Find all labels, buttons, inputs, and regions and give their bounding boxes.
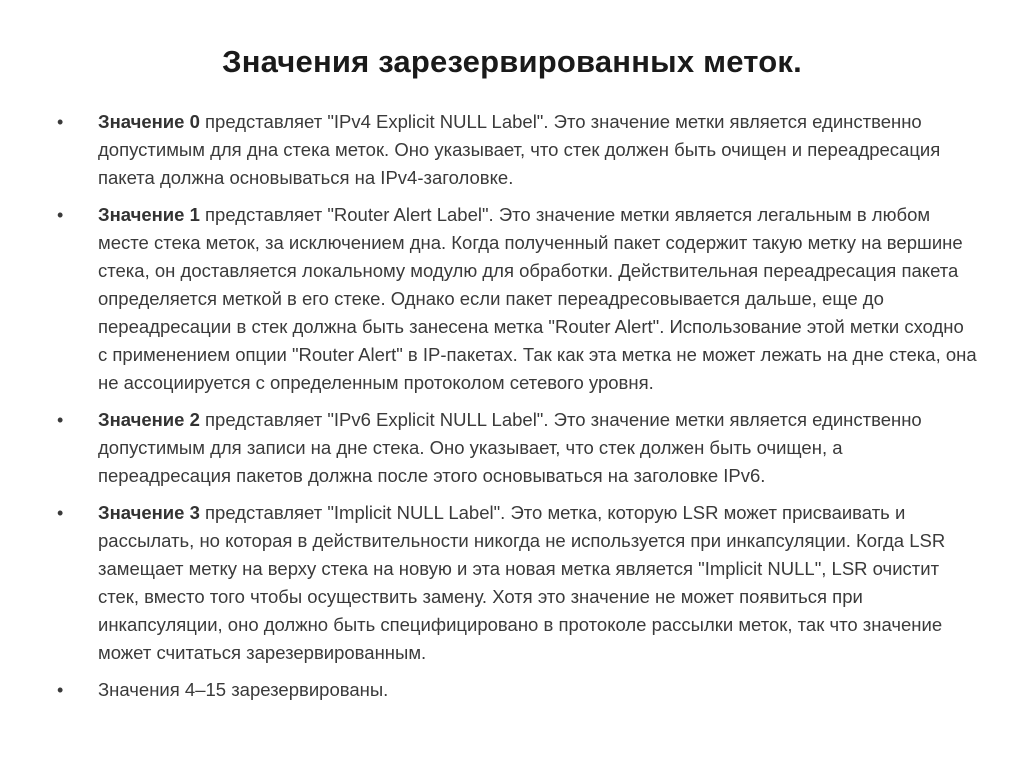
bullet-dot-icon: • [57, 112, 64, 132]
bullet-list [52, 108, 977, 713]
bullet-lead: Значение 0 [98, 111, 200, 132]
bullet-item-values-4-15 [52, 676, 977, 704]
bullet-dot-icon: • [57, 680, 64, 700]
bullet-text: Значения 4–15 зарезервированы. [98, 679, 389, 700]
bullet-item-value-3 [52, 499, 977, 667]
bullet-text: представляет "Implicit NULL Label". Это метка, которую LSR может присваивать и рассылать, но которая в действительности никогда не используется при инкапсуляции. Когда LSR замещает метку на верху стека на новую и эта новая метка является "Implicit NULL", LSR очистит стек, вместо того чтобы осуществить замену. Хотя это значение не может появиться при инкапсуляции, оно должно быть специфицировано в протоколе рассылки меток, так что значение может считаться зарезервированным. [98, 502, 946, 663]
slide-title: Значения зарезервированных меток. [222, 44, 802, 79]
bullet-lead: Значение 2 [98, 409, 200, 430]
bullet-item-value-1 [52, 201, 977, 397]
bullet-dot-icon: • [57, 205, 64, 225]
bullet-text: представляет "Router Alert Label". Это значение метки является легальным в любом месте стека меток, за исключением дна. Когда полученный пакет содержит такую метку на вершине стека, он доставляется локальному модулю для обработки. Действительная переадресация пакета определяется меткой в его стеке. Однако если пакет переадресовывается дальше, еще до переадресации в стек должна быть занесена метка "Router Alert". Использование этой метки сходно с применением опции "Router Alert" в IP-пакетах. Так как эта метка не может лежать на дне стека, она не ассоциируется с определенным протоколом сетевого уровня. [98, 204, 977, 393]
bullet-item-value-2 [52, 406, 977, 490]
bullet-dot-icon: • [57, 410, 64, 430]
bullet-text: представляет "IPv6 Explicit NULL Label". Это значение метки является единственно допустимым для записи на дне стека. Оно указывает, что стек должен быть очищен, а переадресация пакетов должна после этого основываться на заголовке IPv6. [98, 409, 922, 486]
bullet-item-value-0 [52, 108, 977, 192]
bullet-lead: Значение 3 [98, 502, 200, 523]
bullet-lead: Значение 1 [98, 204, 200, 225]
bullet-dot-icon: • [57, 503, 64, 523]
bullet-text: представляет "IPv4 Explicit NULL Label". Это значение метки является единственно допустимым для дна стека меток. Оно указывает, что стек должен быть очищен и переадресация пакета должна основываться на IPv4-заголовке. [98, 111, 941, 188]
